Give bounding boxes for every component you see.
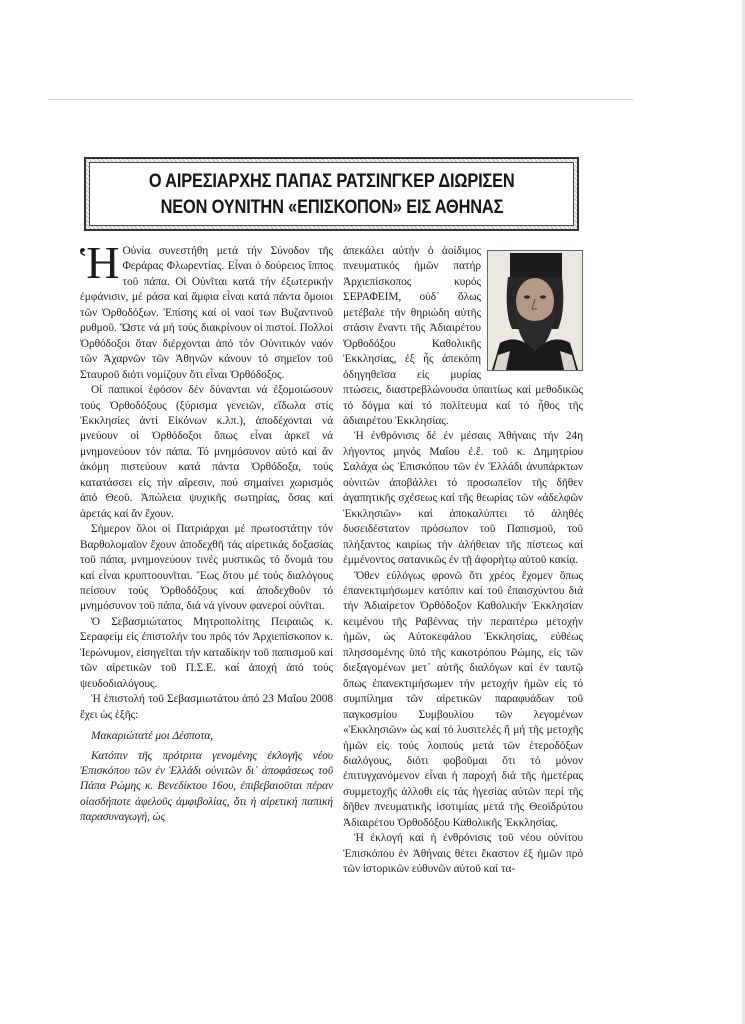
article-right-column xyxy=(343,244,583,878)
headline-line-1: Ο ΑΙΡΕΣΙΑΡΧΗΣ ΠΑΠΑΣ ΡΑΤΣΙΝΓΚΕΡ ΔΙΩΡΙΣΕΝ xyxy=(148,170,515,192)
headline-frame xyxy=(84,157,579,231)
letter-salutation: Μακαριώτατέ μοι Δέσποτα, xyxy=(91,730,214,743)
paragraph-intro: Ἡ Οὐνία συνεστήθη μετά τήν Σύνοδον τῆς Φεράρας Φλωρεντίας. Εἶναι ὁ δούρειος ἵππος τοῦ πάπα. Οἱ Οὐνῖται κατά τήν ἐξωτερικήν ἐμφάνισιν, μέ ράσα καί ἄμφια εἶναι κατά πάντα ὅμοιοι τῶν Ὀρθοδόξων. Ἐπίσης καί οἱ ναοί των Βυζαντινοῦ ρυθμοῦ. Ὥστε νά μή τούς διακρίνουν οἱ πιστοί. Πολλοί Ὀρθόδοξοι ὅταν διέρχονται ἀπό τόν Οὐνιτικόν ναόν τῶν Ἀχαρνῶν τῶν Ἀθηνῶν κάνουν τό σημεῖον τοῦ Σταυροῦ διότι νομίζουν ὅτι εἶναι Ὀρθόδοξος. xyxy=(80,237,333,381)
paragraph: Οἱ παπικοί ἐφόσον δέν δύνανται νά ἐξομοιώσουν τούς Ὀρθοδόξους (ξύρισμα γενειῶν, εἴδωλα στίς Ἐκκλησίες ἀντί Εἰκόνων κ.λπ.), ἀποδέχονται νά μνεύουν οἱ Ὀρθόδοξοι ὅπως εἶναι ἀρκεῖ νά μνημονεύουν τόν πάπα. Τό μνημόσυνον αὐτό καί ἄν ἀκόμη πιστεύουν κατά πάντα Ὀρθόδοξα, τούς κατατάσσει εἰς τήν αἵρεσιν, πού σημαίνει χωρισμός ἀπό Θεοῦ. Ἀπώλεια ψυχικῆς σωτηρίας, ὅσας καί ἀρετάς καί ἄν ἔχουν. xyxy=(80,384,333,520)
paragraph: Σήμερον ὅλοι οἱ Πατριάρχαι μέ πρωτοστάτην τόν Βαρθολομαῖον ἔχουν ἀποδεχθῆ τάς αἱρετικάς δοξασίας τοῦ πάπα, μνημονεύουν τινές μυστικῶς τό ὄνομά του καί εἶναι κρυπτοουνῖται. Ἕως ὅτου μέ τούς διαλόγους πείσουν τούς Ὀρθοδόξους καί ἀποδεχθοῦν τό μνημόσυνον τοῦ πάπα, διά νά γίνουν φανεροί οὐνῖται. xyxy=(80,523,333,613)
portrait-icon xyxy=(488,251,582,370)
paragraph: ἀπεκάλει αὐτήν ὁ ἀοίδιμος πνευματικός ἡμῶν πατήρ Ἀρχιεπίσκοπος κυρός ΣΕΡΑΦΕΙΜ, οὐδ᾽ ὅλως μετέβαλε τήν θηριώδη αὐτῆς στάσιν ἔναντι τῆς Ἀδιαιρέτου Ὀρθοδόξου Καθολικῆς Ἐκκλησίας, ἐξ ἧς ἀπεκόπη ὁδηγηθεῖσα εἰς μυρίας πτώσεις, διαστρεβλώνουσα ὑπαιτίως καί μεθοδικῶς τό δόγμα καί τό πολίτευμα καί τό ἦθος τῆς ἀδιαιρέτου Ἐκκλησίας. xyxy=(343,245,583,427)
scan-edge-line xyxy=(48,99,634,100)
letter-paragraph: Κατόπιν τῆς πρότριτα γενομένης ἐκλογῆς νέου Ἐπισκόπου τῶν ἐν Ἑλλάδι οὐνιτῶν δι᾽ ἀποφάσεως τοῦ Πάπα Ρώμης κ. Βενεδίκτου 16ου, ἐπιβεβαιοῦται πέραν οἱασδήποτε ἀφελοῦς ἀμφιβολίας, ὅτι ἡ αἱρετική παπική παρασυναγωγή, ὡς xyxy=(80,749,333,824)
paragraph: Ὁ Σεβασμιώτατος Μητροπολίτης Πειραιῶς κ. Σεραφείμ εἰς ἐπιστολήν του πρός τόν Ἀρχιεπίσκοπον κ. Ἱερώνυμον, εἰσηγεῖται τήν καταδίκην τοῦ παπισμοῦ καί τῶν αἱρετικῶν τοῦ Π.Σ.Ε. καί ἀποχή ἀπό τούς ψευδοδιαλόγους. xyxy=(80,615,333,690)
article-left-column xyxy=(80,237,333,826)
drop-cap: Ἡ xyxy=(80,237,120,288)
bishop-portrait-photo xyxy=(487,250,583,371)
headline xyxy=(89,162,574,226)
paragraph: Ἡ ἐνθρόνισις δέ ἐν μέσαις Ἀθήναις τήν 24η λήγοντος μηνός Μαΐου ἐ.ἔ. τοῦ κ. Δημητρίου Σαλάχα ὡς Ἐπισκόπου τῶν ἐν Ἑλλάδι ἀνυπάρκτων οὐνιτῶν ἀποβάλλει τό προσωπεῖον τῆς δῆθεν ἀγαπητικῆς σχέσεως καί τῆς θεωρίας τῶν «ἀδελφῶν Ἐκκλησιῶν» καί ἀποκαλύπτει τό ἀληθές δυσειδέστατον πρόσωπον τοῦ Παπισμοῦ, τοῦ πλήξαντος καιρίως τήν ἀλήθειαν τῆς πίστεως καί ἐμμένοντος σατανικῶς ἐν τῇ ἀφορήτῳ αὐτοῦ κακίᾳ. xyxy=(343,430,583,567)
paragraph: Ἡ ἐπιστολή τοῦ Σεβασμιωτάτου ἀπό 23 Μαΐου 2008 ἔχει ὡς ἑξῆς: xyxy=(80,693,333,721)
paragraph: Ὅθεν εὐλόγως φρονῶ ὅτι χρέος ἔχομεν ὅπως ἐπανεκτιμήσωμεν κατόπιν καί τοῦ ἐπαισχύντου διά τήν Ἀδιαίρετον Ὀρθόδοξον Καθολικήν Ἐκκλησίαν κειμένου τῆς Ραβέννας τήν περαιτέρω μετοχήν ἡμῶν, ὡς Αὐτοκεφάλου Ἐκκλησίας, εὐθέως πλησσομένης ὑπό τῆς κακοτρόπου Ρώμης, εἰς τῶν διεξαγομένων μετ᾽ αὐτῆς διαλόγων καί ἐν ταυτῷ ὅπως ἐπανεκτιμήσωμεν τήν μετοχήν ἡμῶν εἰς τό συμπίλημα τῶν αἱρετικῶν παραφυάδων τοῦ παγκοσμίου Συμβουλίου τῶν λεγομένων «Ἐκκλησιῶν» ὡς καί τό λυσιτελές ἤ μή τῆς μετοχῆς ἡμῶν εἰς τούς λοιπούς μετά τῶν ἑτεροδόξων διαλόγους, διότι φοβοῦμαι ὅτι τό μόνον ἐπιτυγχανόμενον εἶναι ἡ παροχή διά τῆς ἡμετέρας συμμετοχῆς ἀλλοθι εἰς τάς ἡγεσίας αὐτῶν περί τῆς δῆθεν πνευματικῆς ἰσοτιμίας μετά τῆς Θεοϊδρύτου Ἀδιαιρέτου Ὀρθοδόξου Καθολικῆς Ἐκκλησίας. xyxy=(343,569,583,829)
paragraph: Ἡ ἐκλογή καί ἡ ἐνθρόνισις τοῦ νέου οὐνίτου Ἐπισκόπου ἐν Ἀθήναις θέτει ἕκαστον ἐξ ἡμῶν πρό τῶν ἱστορικῶν εὐθυνῶν αὐτοῦ καί τα- xyxy=(343,832,583,876)
headline-line-2: ΝΕΟΝ ΟΥΝΙΤΗΝ «ΕΠΙΣΚΟΠΟΝ» ΕΙΣ ΑΘΗΝΑΣ xyxy=(160,196,503,218)
